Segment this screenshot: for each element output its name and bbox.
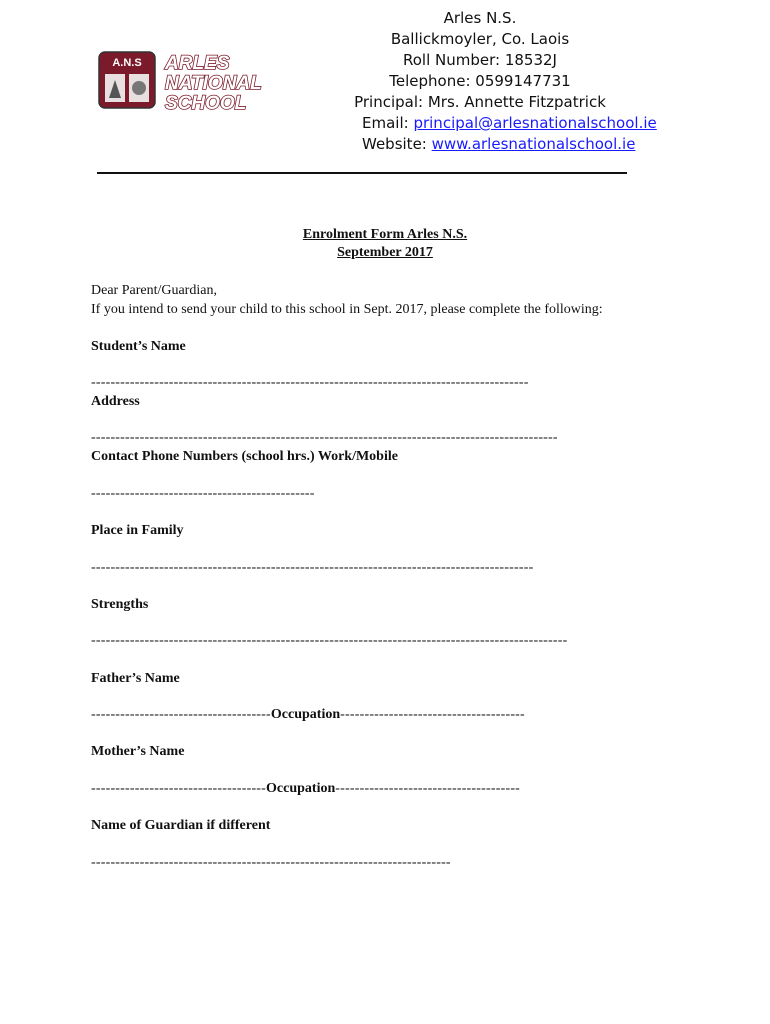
website-label: Website: [362,135,432,153]
father-name-label: Father’s Name [91,671,180,686]
contact-line[interactable]: ---------------------------------------------- [91,486,315,501]
student-name-label: Student’s Name [91,339,186,354]
logo-badge-text: A.N.S [112,57,142,69]
email-line [300,113,660,134]
logo-name-line-1: ARLES [165,53,230,74]
father-row [91,707,525,723]
email-label: Email: [362,114,414,132]
father-occupation-line[interactable]: -------------------------------------- [340,707,525,722]
student-name-line[interactable]: ------------------------------------------------------------------------------------------ [91,375,529,390]
school-address: Ballickmoyler, Co. Laois [390,30,570,48]
contact-label: Contact Phone Numbers (school hrs.) Work/Mobile [91,449,398,464]
mother-name-label: Mother’s Name [91,744,185,759]
letterhead [300,8,660,155]
form-title-block [0,226,770,262]
intro-text: If you intend to send your child to this school in Sept. 2017, please complete the following: [91,302,603,317]
address-label: Address [91,394,140,409]
address-line[interactable]: ------------------------------------------------------------------------------------------------ [91,430,558,445]
header-divider [97,172,627,174]
salutation: Dear Parent/Guardian, [91,283,217,298]
guardian-label: Name of Guardian if different [91,818,271,833]
mother-occupation-line[interactable]: -------------------------------------- [335,781,521,796]
logo-name-line-2: NATIONAL [165,73,262,94]
mother-row [91,781,520,797]
strengths-line[interactable]: -------------------------------------------------------------------------------------------------- [91,633,568,648]
telephone: Telephone: 0599147731 [389,72,571,90]
logo-name-line-3: SCHOOL [165,93,247,112]
email-link[interactable]: principal@arlesnationalschool.ie [413,114,657,132]
place-in-family-line[interactable]: ------------------------------------------------------------------------------------------- [91,560,534,575]
principal: Principal: Mrs. Annette Fitzpatrick [354,93,606,111]
strengths-label: Strengths [91,597,149,612]
school-logo [97,50,307,112]
roll-number: Roll Number: 18532J [403,51,557,69]
father-occupation-label: Occupation [270,707,341,722]
website-line [300,134,660,155]
form-title: Enrolment Form Arles N.S. [302,227,468,242]
mother-occupation-label: Occupation [266,781,336,796]
school-name: Arles N.S. [443,9,517,27]
place-in-family-label: Place in Family [91,523,184,538]
form-subtitle: September 2017 [337,245,433,260]
father-name-line[interactable]: ------------------------------------- [91,707,271,722]
mother-name-line[interactable]: ------------------------------------ [91,781,267,796]
website-link[interactable]: www.arlesnationalschool.ie [431,135,636,153]
guardian-line[interactable]: -------------------------------------------------------------------------- [91,855,451,870]
